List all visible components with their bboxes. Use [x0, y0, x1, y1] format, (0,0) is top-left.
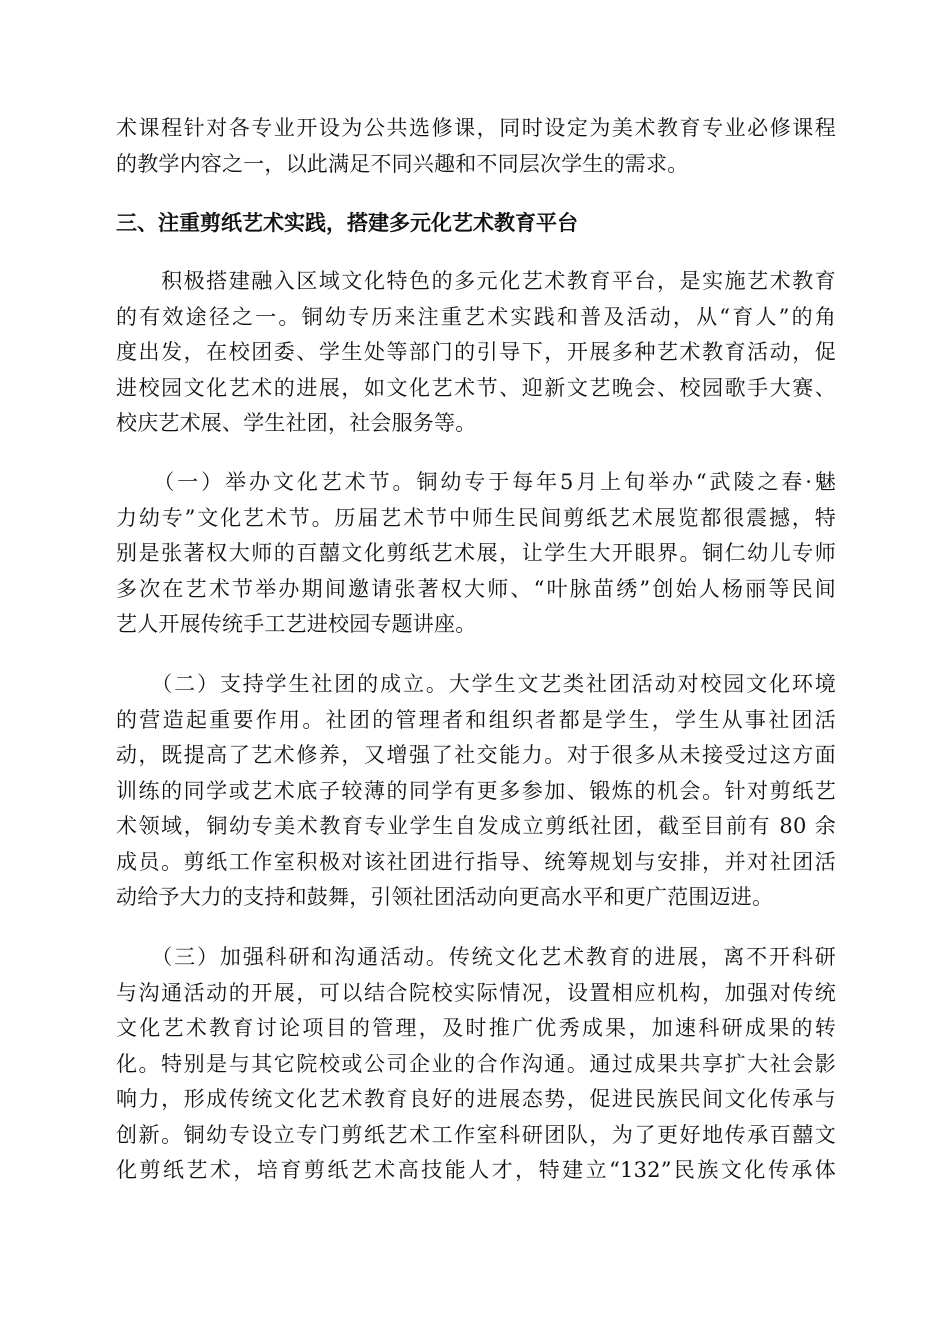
- paragraph-art-festival: [116, 465, 836, 643]
- text-line: 的有效途径之一。铜幼专历来注重艺术实践和普及活动，从“育人”的角: [116, 304, 836, 329]
- text-line: 与沟通活动的开展，可以结合院校实际情况，设置相应机构，加强对传统: [116, 980, 836, 1005]
- text-line: 成员。剪纸工作室积极对该社团进行指导、统筹规划与安排，并对社团活: [116, 849, 836, 874]
- text-line: 术领域，铜幼专美术教育专业学生自发成立剪纸社团，截至目前有 80 余: [116, 814, 836, 838]
- text-line: （三）加强科研和沟通活动。传统文化艺术教育的进展，离不开科研: [116, 945, 836, 969]
- text-line: 化。特别是与其它院校或公司企业的合作沟通。通过成果共享扩大社会影: [116, 1051, 836, 1076]
- text-line: 力幼专”文化艺术节。历届艺术节中师生民间剪纸艺术展览都很震撼，特: [116, 505, 836, 530]
- text-line: 创新。铜幼专设立专门剪纸艺术工作室科研团队，为了更好地传承百囍文: [116, 1122, 836, 1147]
- text-line: 响力，形成传统文化艺术教育良好的进展态势，促进民族民间文化传承与: [116, 1087, 836, 1111]
- text-line: 多次在艺术节举办期间邀请张著权大师、“叶脉苗绣”创始人杨丽等民间: [116, 576, 836, 601]
- text-line: （一）举办文化艺术节。铜幼专于每年5月上旬举办“武陵之春·魅: [116, 470, 836, 494]
- text-line: 校庆艺术展、学生社团，社会服务等。: [116, 411, 477, 435]
- text-line: 艺人开展传统手工艺进校园专题讲座。: [116, 612, 477, 636]
- text-line: 的教学内容之一，以此满足不同兴趣和不同层次学生的需求。: [116, 151, 689, 176]
- text-line: 度出发，在校团委、学生处等部门的引导下，开展多种艺术教育活动，促: [116, 340, 836, 364]
- text-line: 的营造起重要作用。社团的管理者和组织者都是学生，学生从事社团活: [116, 707, 836, 732]
- text-line: 术课程针对各专业开设为公共选修课，同时设定为美术教育专业必修课程: [116, 116, 836, 140]
- text-line: （二）支持学生社团的成立。大学生文艺类社团活动对校园文化环境: [116, 672, 836, 696]
- paragraph-student-clubs: [116, 667, 836, 916]
- text-line: 别是张著权大师的百囍文化剪纸艺术展，让学生大开眼界。铜仁幼儿专师: [116, 541, 836, 565]
- text-line: 进校园文化艺术的进展，如文化艺术节、迎新文艺晚会、校园歌手大赛、: [116, 375, 836, 400]
- text-line: 动，既提高了艺术修养，又增强了社交能力。对于很多从未接受过这方面: [116, 743, 836, 767]
- paragraph-research: [116, 940, 836, 1189]
- paragraph-course-intro: [116, 111, 836, 182]
- text-line: 训练的同学或艺术底子较薄的同学有更多参加、锻炼的机会。针对剪纸艺: [116, 778, 836, 803]
- paragraph-platform: [116, 264, 836, 442]
- text-line: 动给予大力的支持和鼓舞，引领社团活动向更高水平和更广范围迈进。: [116, 885, 774, 909]
- text-line: 积极搭建融入区域文化特色的多元化艺术教育平台，是实施艺术教育: [116, 269, 836, 293]
- section-heading: 三、注重剪纸艺术实践，搭建多元化艺术教育平台: [116, 211, 578, 235]
- text-line: 文化艺术教育讨论项目的管理，及时推广优秀成果，加速科研成果的转: [116, 1016, 836, 1040]
- text-line: 化剪纸艺术，培育剪纸艺术高技能人才，特建立“132”民族文化传承体: [116, 1158, 836, 1182]
